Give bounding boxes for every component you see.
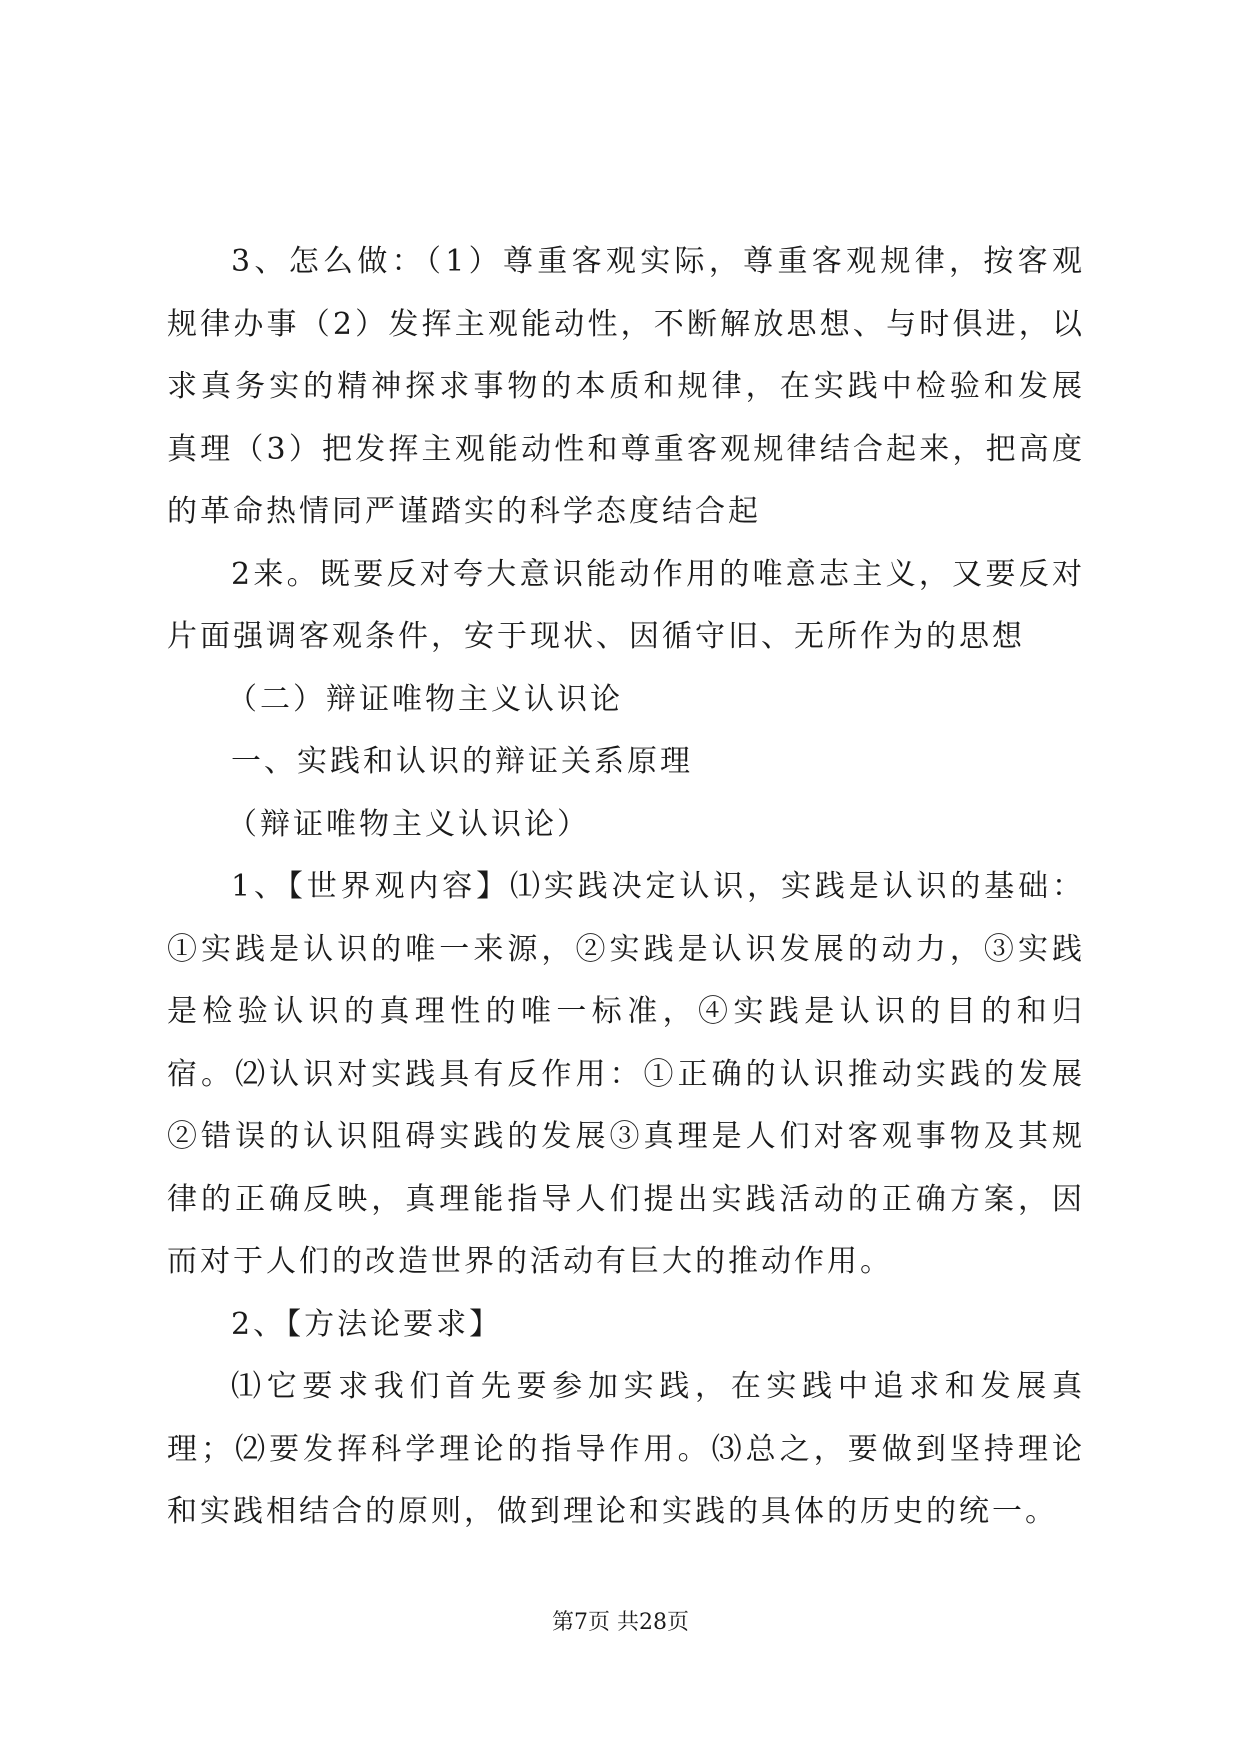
paragraph-worldview-content: 1、【世界观内容】⑴实践决定认识，实践是认识的基础：①实践是认识的唯一来源，②实践是认识发展的动力，③实践是检验认识的真理性的唯一标准，④实践是认识的目的和归宿。⑵认识对实践具有反作用：①正确的认识推动实践的发展②错误的认识阻碍实践的发展③真理是人们对客观事物及其规律的正确反映，真理能指导人们提出实践活动的正确方案，因而对于人们的改造世界的活动有巨大的推动作用。	[167, 869, 1085, 1279]
page-number-footer: 第7页 共28页	[552, 1610, 689, 1635]
section-heading-practice-cognition: 一、实践和认识的辩证关系原理	[231, 744, 693, 779]
section-subheading-epistemology: （辩证唯物主义认识论）	[227, 806, 590, 842]
paragraph-how-to-do: 3、怎么做：（1）尊重客观实际，尊重客观规律，按客观规律办事（2）发挥主观能动性，不断解放思想、与时俱进，以求真务实的精神探求事物的本质和规律，在实践中检验和发展真理（3）把发挥主观能动性和尊重客观规律结合起来，把高度的革命热情同严谨踏实的科学态度结合起	[167, 244, 1085, 529]
paragraph-methodology: ⑴它要求我们首先要参加实践，在实践中追求和发展真理；⑵要发挥科学理论的指导作用。⑶总之，要做到坚持理论和实践相结合的原则，做到理论和实践的具体的历史的统一。	[167, 1369, 1085, 1529]
section-heading-epistemology: （二）辩证唯物主义认识论	[227, 681, 623, 717]
heading-methodology: 2、【方法论要求】	[231, 1306, 503, 1342]
paragraph-oppose-voluntarism: 2来。既要反对夸大意识能动作用的唯意志主义，又要反对片面强调客观条件，安于现状、因循守旧、无所作为的思想	[167, 556, 1085, 654]
document-body	[167, 231, 1085, 1544]
